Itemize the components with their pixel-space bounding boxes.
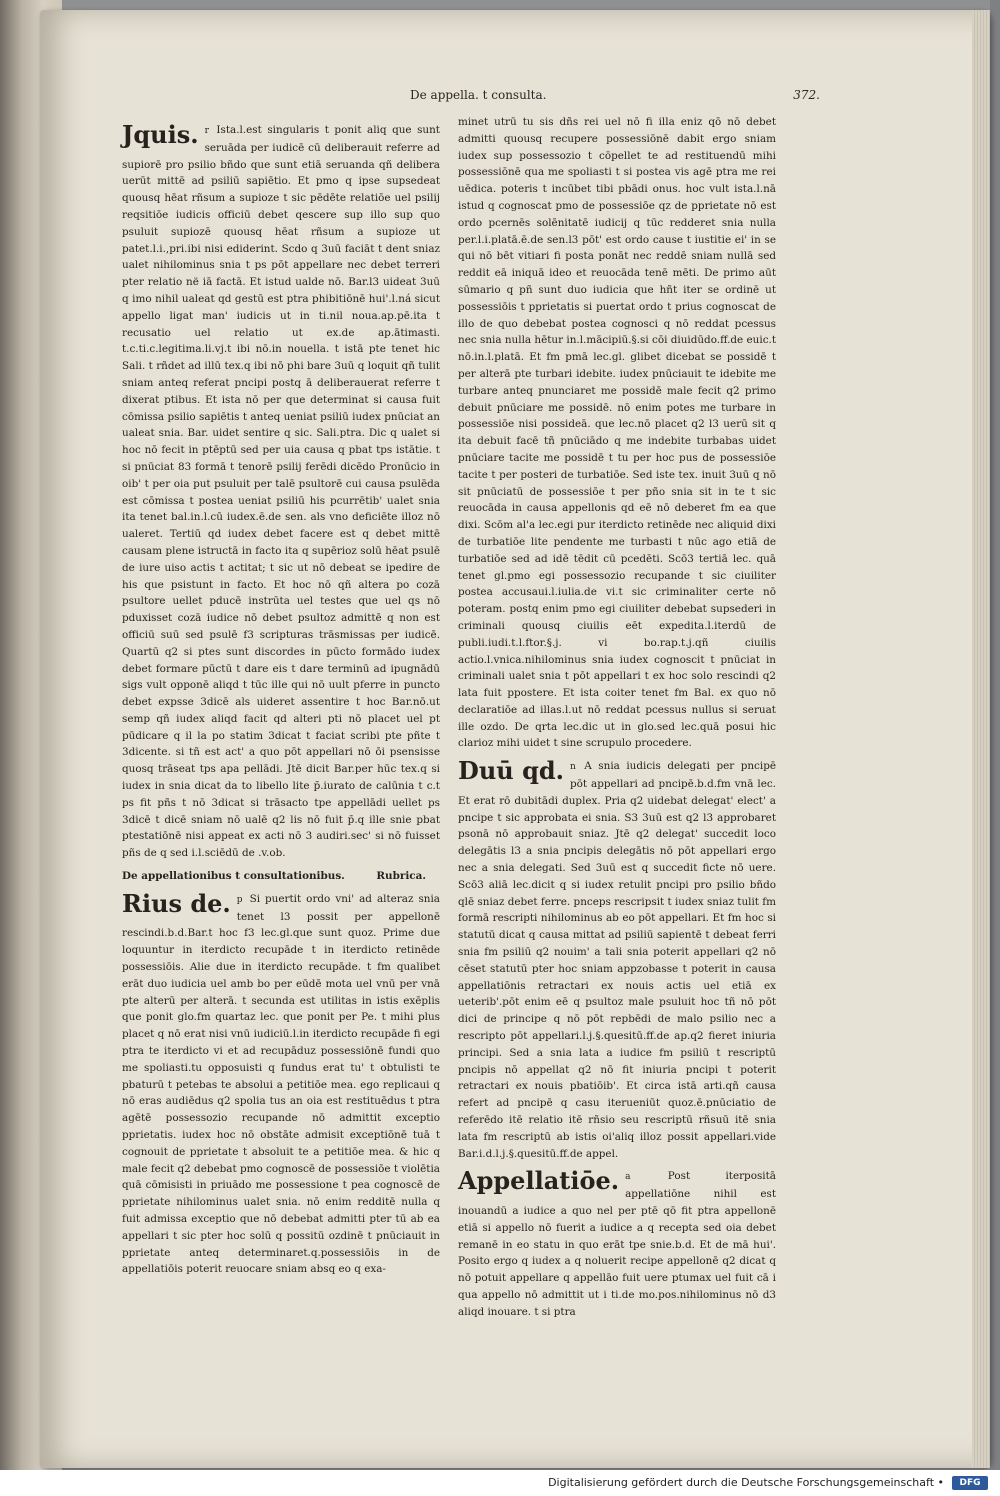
margin-marker-r: r <box>204 126 209 136</box>
left-column <box>122 120 440 1276</box>
scan-edge-strip <box>990 0 1000 1470</box>
left-paragraph-1 <box>122 122 440 862</box>
initial-jquis: Jquis. <box>122 120 199 149</box>
initial-duu-qd: Duū qd. <box>458 756 564 786</box>
footer-credit: Digitalisierung gefördert durch die Deutsche Forschungsgemeinschaft • <box>548 1476 944 1489</box>
folio-number: 372. <box>793 88 820 102</box>
right-paragraph-3 <box>458 1168 776 1320</box>
right-paragraph-1: minet utrū tu sis dñs rei uel nō fi illa eniz qō nō debet admitti quousq recupere possessiōnē dabit ergo sniam iudex sup possessozio t cōpellet te ad restituendū mihi possessiōnē qua me spoliasti t si postea vis agē ptra me rei uēdica. poteris t incūbet tibi pbādi onus. hoc vult ista.l.nā istud q cognoscat pmo de possessiōe qz de pprietate nō est ordo pcernēs solēnitatē iudicij q tūc redderet snia nulla per.l.i.platā.ē.de sen.l3 pōt' est ordo cause t iustitie ei' in se qui nō bēt vitiari fi posta ponāt nec reddē sniam nullā sed reddit eā iniquā ideo et reuocāda tenē mēti. De primo aūt sūmario q pñ sunt duo iudicia que hñt iter se ordinē ut possessiōis t pprietatis si puertat ordo t prius cognoscat de illo de quo debebat postea cognosci q nō reddat pcessus nec snia nulla hētur in.l.mācipiū.§.si cōi diuidūdo.ff.de euic.t nō.in.l.platā. Et fm pmā lec.gl. glibet dicebat se possidē t per alterā pte turbari idebite. iudex pnūciauit te idebite me turbare anteq pnunciaret me possidē male fecit q2 primo debuit pnūciare me possidē. nō enim potes me turbare in possessiōe nisi possideā. que lec.nō placet q2 l3 uerū sit q ita debuit facē tñ pnūciādo q me indebite turbabas uidet pnūciare tacite me possidē t tu per hoc pus de possessiōe tacite t per posteri de turbatiōe. Sed iste tex. inuit 3uū q nō sit pnūciatū de possessiōe t per pño snia sit in te t sic reuocāda in causa appellonis qd eē nō deberet fm ea que dixi. Scōm al'a lec.egi pur iterdicto retinēde nec aliquid dixi de turbatiōe lite pendente me turbasti t nūc ago etiā de turbatiōe sed ad idē tēdit cū pcedēti. Scō3 tertiā lec. quā tenet gl.pmo egi possessozio recupande t sic ciuiliter postea accusaui.l.iulia.de vi.t sic criminaliter certe nō poteram. postq enim pmo egi ciuiliter debebat supsederi in criminali quousq ciuilis eēt expedita.l.iterdū de publi.iudi.t.l.ftor.§.j. vi bo.rap.t.j.qñ ciuilis actio.l.vnica.nihilominus snia iudex cognoscit t pnūciat in criminali ualet snia t pōt appellari t ex hoc solo rescindi q2 lata fuit ppostere. Et ista coiter tenet fm Bal. ex quo nō declaratiōe ad illas.l.ut nō reddat pcessus nullus si seruat ille ozdo. De qrta lec.dic ut in glo.sed lec.quā posui hic clarioz mihi uidet t sine scrupulo procedere. <box>458 116 776 750</box>
rubric-title: De appellationibus t consultationibus. <box>122 870 345 883</box>
rubric-line <box>122 868 440 885</box>
margin-marker-p: p <box>236 894 243 905</box>
left-body-text: Ista.l.est singularis t ponit aliq que sunt seruāda per iudicē cū deliberauit referre ad supiorē pro psilio bñdo que sunt etiā seruanda qñ delibera uerūt mittē ad psiliū sapiētio. Et pmo q ipse supsedeat quousq hēat rñsum a supioze t sic pēdēte relatiōe uel psilij reqsitiōe iudicis officiū debet qescere sup illo sup quo psuluit supiozē quousq hēat rñsum a supioze ut patet.l.i.,pri.ibi nisi ediderint. Scdo q 3uū faciāt t dent sniaz ualet nihilominus snia t ps pōt appellare nec debet terreri pter relatio në iā factā. Et istud ualde nō. Bar.l3 uideat 3uū q imo nihil ualeat qd gestū est ptra phibitiōnē hui'.l.ná sicut appello ligat man' iudicis ut in ti.nil noua.ap.pē.ita t recusatio uel relatio ut ex.de ap.ātimasti. t.c.ti.c.legitima.li.vj.t ibi nō.in nouella. t istā pte tenet hic Sali. t rñdet ad illū tex.q ibi nō phi bare 3uū q loquit qñ tulit sniam anteq referat pncipi postq ā deliberauerat referre t dixerat ptibus. Et ista nō per que determinat si causa fuit cōmissa psilio sapiētis t anteq ueniat psiliū iudex pnūciat an ualeat snia. Bar. uidet sentire q sic. Sali.ptra. Dic q ualet si hoc nō fecit in ptēptū sed per uia causa q pbat tps istātie. t si pnūciat 83 formā t tenorē psilij ferēdi dicēdo Pronūcio in oib' t per oia put psuluit per talē psultorē cui causa psulēda est cōmissa t postea ueniat psiliū his pcurrētib' ualet snia ita tenet bal.in.l.cū iudex.ē.de sen. als vno deficiēte illoz nō ualeret. Tertiū qd iudex debet facere est q debet mittē causam plene istructā in facto ita q supērioz solū hēat psulē de iure uiso actis t actitat; t sic ut nō debeat se ipedire de his que psistunt in facto. Et hoc nō qñ altera po cozā psultore uellet pducē instrūta uel testes que uel qs nō pduxisset cozā iudice nō debet psultoz admittē q non est officiū suū sed psulē f3 scripturas trāsmissas per iudicē. Quartū q2 si ptes sunt discordes in pūcto formādo iudex debet formare pūctū t dare eis t dare terminū ad ipugnādū sigs vult opponē aliqd t tūc ille qui nō uult pferre in puncto debet expsse 3dicē als uideret assentire t hoc Bar.nō.ut semp qñ iudex aliqd facit qd alteri pti nō placet uel pt pūdicare q il la po statim 3dicat t faciat scribi pte pñte t 3dicente. si tñ est act' a quo pōt appellari nō ōi psensisse quosq trāseat tps apa pellādi. Jtē dicit Bar.per hūc tex.q si iudex in snia dicat da to libello lite p̄.iurato de calūnia t c.t ps fit pñs t nō 3dicat si trāsacto tpe appellādi uellet ps 3dicē t dicē sniam nō ualē q2 lis nō fuit p̄.q ille snie pbat ptestatiōnē nisi appeat ex acti nō 3 audiri.sec' si nō fuisset pñs de q sed i.l.sciēdū de .v.ob. <box>122 124 440 860</box>
right-body-text-2: A snia iudicis delegati per pncipē pōt appellari ad pncipē.b.d.fm vnā lec. Et erat rō dubitādi duplex. Pria q2 uidebat delegat' elect' a pncipe t sic approbata ei snia. S3 3uū est q2 l3 approbaret psonā nō approbauit sniaz. Jtē q2 delegat' succedit loco delegātis l3 a snia pncipis delegātis nō pōt appellari ergo nec a snia delegati. Sed 3uū est q succedit ficte nō uere. Scō3 aliā lec.dicit q si iudex retulit pncipi pro psilio bñdo qlē sniaz debet ferre. pnceps rescripsit t iudex sniaz tulit fm formā rescripti nihilominus ab eo pōt appellari. Et fm hoc si statutū dicat q causa mittat ad psiliū sapientē t debeat ferri snia fm psiliū q2 nouim' a tali snia poterit appellari q2 nō cēset statutū pter hoc sniam appzobasse t poterit in causa appellatiōnis retractari ex nouis actis uel etiā ex ueterib'.pōt enim eē q psultoz male psuluit hoc tñ nō pōt dici de principe q nō pōt repbēdi de malo psilio nec a rescripto pōt appellari.l.j.§.quesitū.ff.de ap.q2 fieret iniuria principi. Sed a snia lata a iudice fm psiliū t rescriptū pncipis nō appellat q2 nō fit iniuria pncipi t poterit retractari ex nouis pbatiōib'. Et circa istā arti.qñ causa refert ad pncipē q casu iterueniūt quoz.ē.pnūciatio de referēdo itē relatio itē rñsio seu rescriptū rñsuū itē snia lata fm rescriptū ab istis oi'aliq illoz possit appellari.vide Bar.i.d.l.j.§.quesitū.ff.de appel. <box>458 760 776 1160</box>
right-column <box>458 114 776 1318</box>
right-body-text-3: Post iterpositā appellatiōne nihil est inouandū a iudice a quo nel per ptē qō fit ptra appellonē etiā si appello nō fuerit a iudice a q recepta sed oia debet remanē in eo statu in quo erāt tpe snie.b.d. Et de mā hui'. Posito ergo q iudex a q noluerit recipe appellonē q2 dicat q nō potuit appellare q appellāo fuit uere ptumax uel fuit cā i qua appello nō admittit ut i ti.de mo.pos.nihilominus nō d3 aliqd inouare. t si ptra <box>458 1170 776 1318</box>
dfg-logo-icon: DFG <box>952 1476 988 1490</box>
left-body-text-2: Si puertit ordo vni' ad alteraz snia tenet l3 possit per appellonē rescindi.b.d.Bar.t hoc f3 lec.gl.que sunt quoz. Prime due loquuntur in iterdicto recupāde t in iterdicto retinēde possessiōis. Alie due in iterdicto recupāde. t fm qualibet erāt duo iudicia uel amb bo per eūdē mota uel vnū per vnā pte alterū per alterā. t secunda est utilitas in istis exēplis que ponit glo.fm quartaz lec. que ponit per Pe. t mihi plus placet q nō erat nisi vnū iudiciū.l.in iterdicto recupāde fi egi ptra te iterdicto vi et ad recupāduz possessiōnē fundi quo me spoliasti.tu opposuisti q fundus erat tu' t obtulisti te pbaturū t petebas te absolui a petitiōe mea. ego replicaui q nō eras audiēdus q2 spolia tus an oia est restituēdus t ptra agētē possessozio recupande nō admittit exceptio pprietatis. iudex hoc nō obstāte admisit exceptiōnē tuā t cognouit de pprietate t absoluit te a petitiōe mea. & hic q male fecit q2 debebat pmo cognoscē de possessiōe t violētia quā cōmisisti in priuādo me possessione t pea cognoscē de pprietate nihilominus ualet snia. nō enim redditē nulla q fuit admissa exceptio que nō debebat admitti pter tū ab ea appellari t sic pter hoc solū q possitū ozdinē t pnūciauit in pprietate anteq determinaret.q.possessiōis in de appellatiōis poterit reuocare sniam absq eo q exa- <box>122 892 440 1276</box>
page-header <box>410 88 930 112</box>
margin-marker-n: n <box>569 762 576 773</box>
book-page <box>40 10 990 1468</box>
margin-marker-a: a <box>625 1172 631 1183</box>
initial-appellatione: Appellatiōe. <box>458 1166 620 1196</box>
left-paragraph-2 <box>122 888 440 1278</box>
page-fore-edge <box>972 10 990 1468</box>
digitization-footer <box>0 1470 1000 1496</box>
right-paragraph-2 <box>458 758 776 1162</box>
initial-rius-de: Rius de. <box>122 888 231 918</box>
rubric-note: Rubrica. <box>376 870 426 883</box>
running-title: De appella. t consulta. <box>410 88 547 102</box>
